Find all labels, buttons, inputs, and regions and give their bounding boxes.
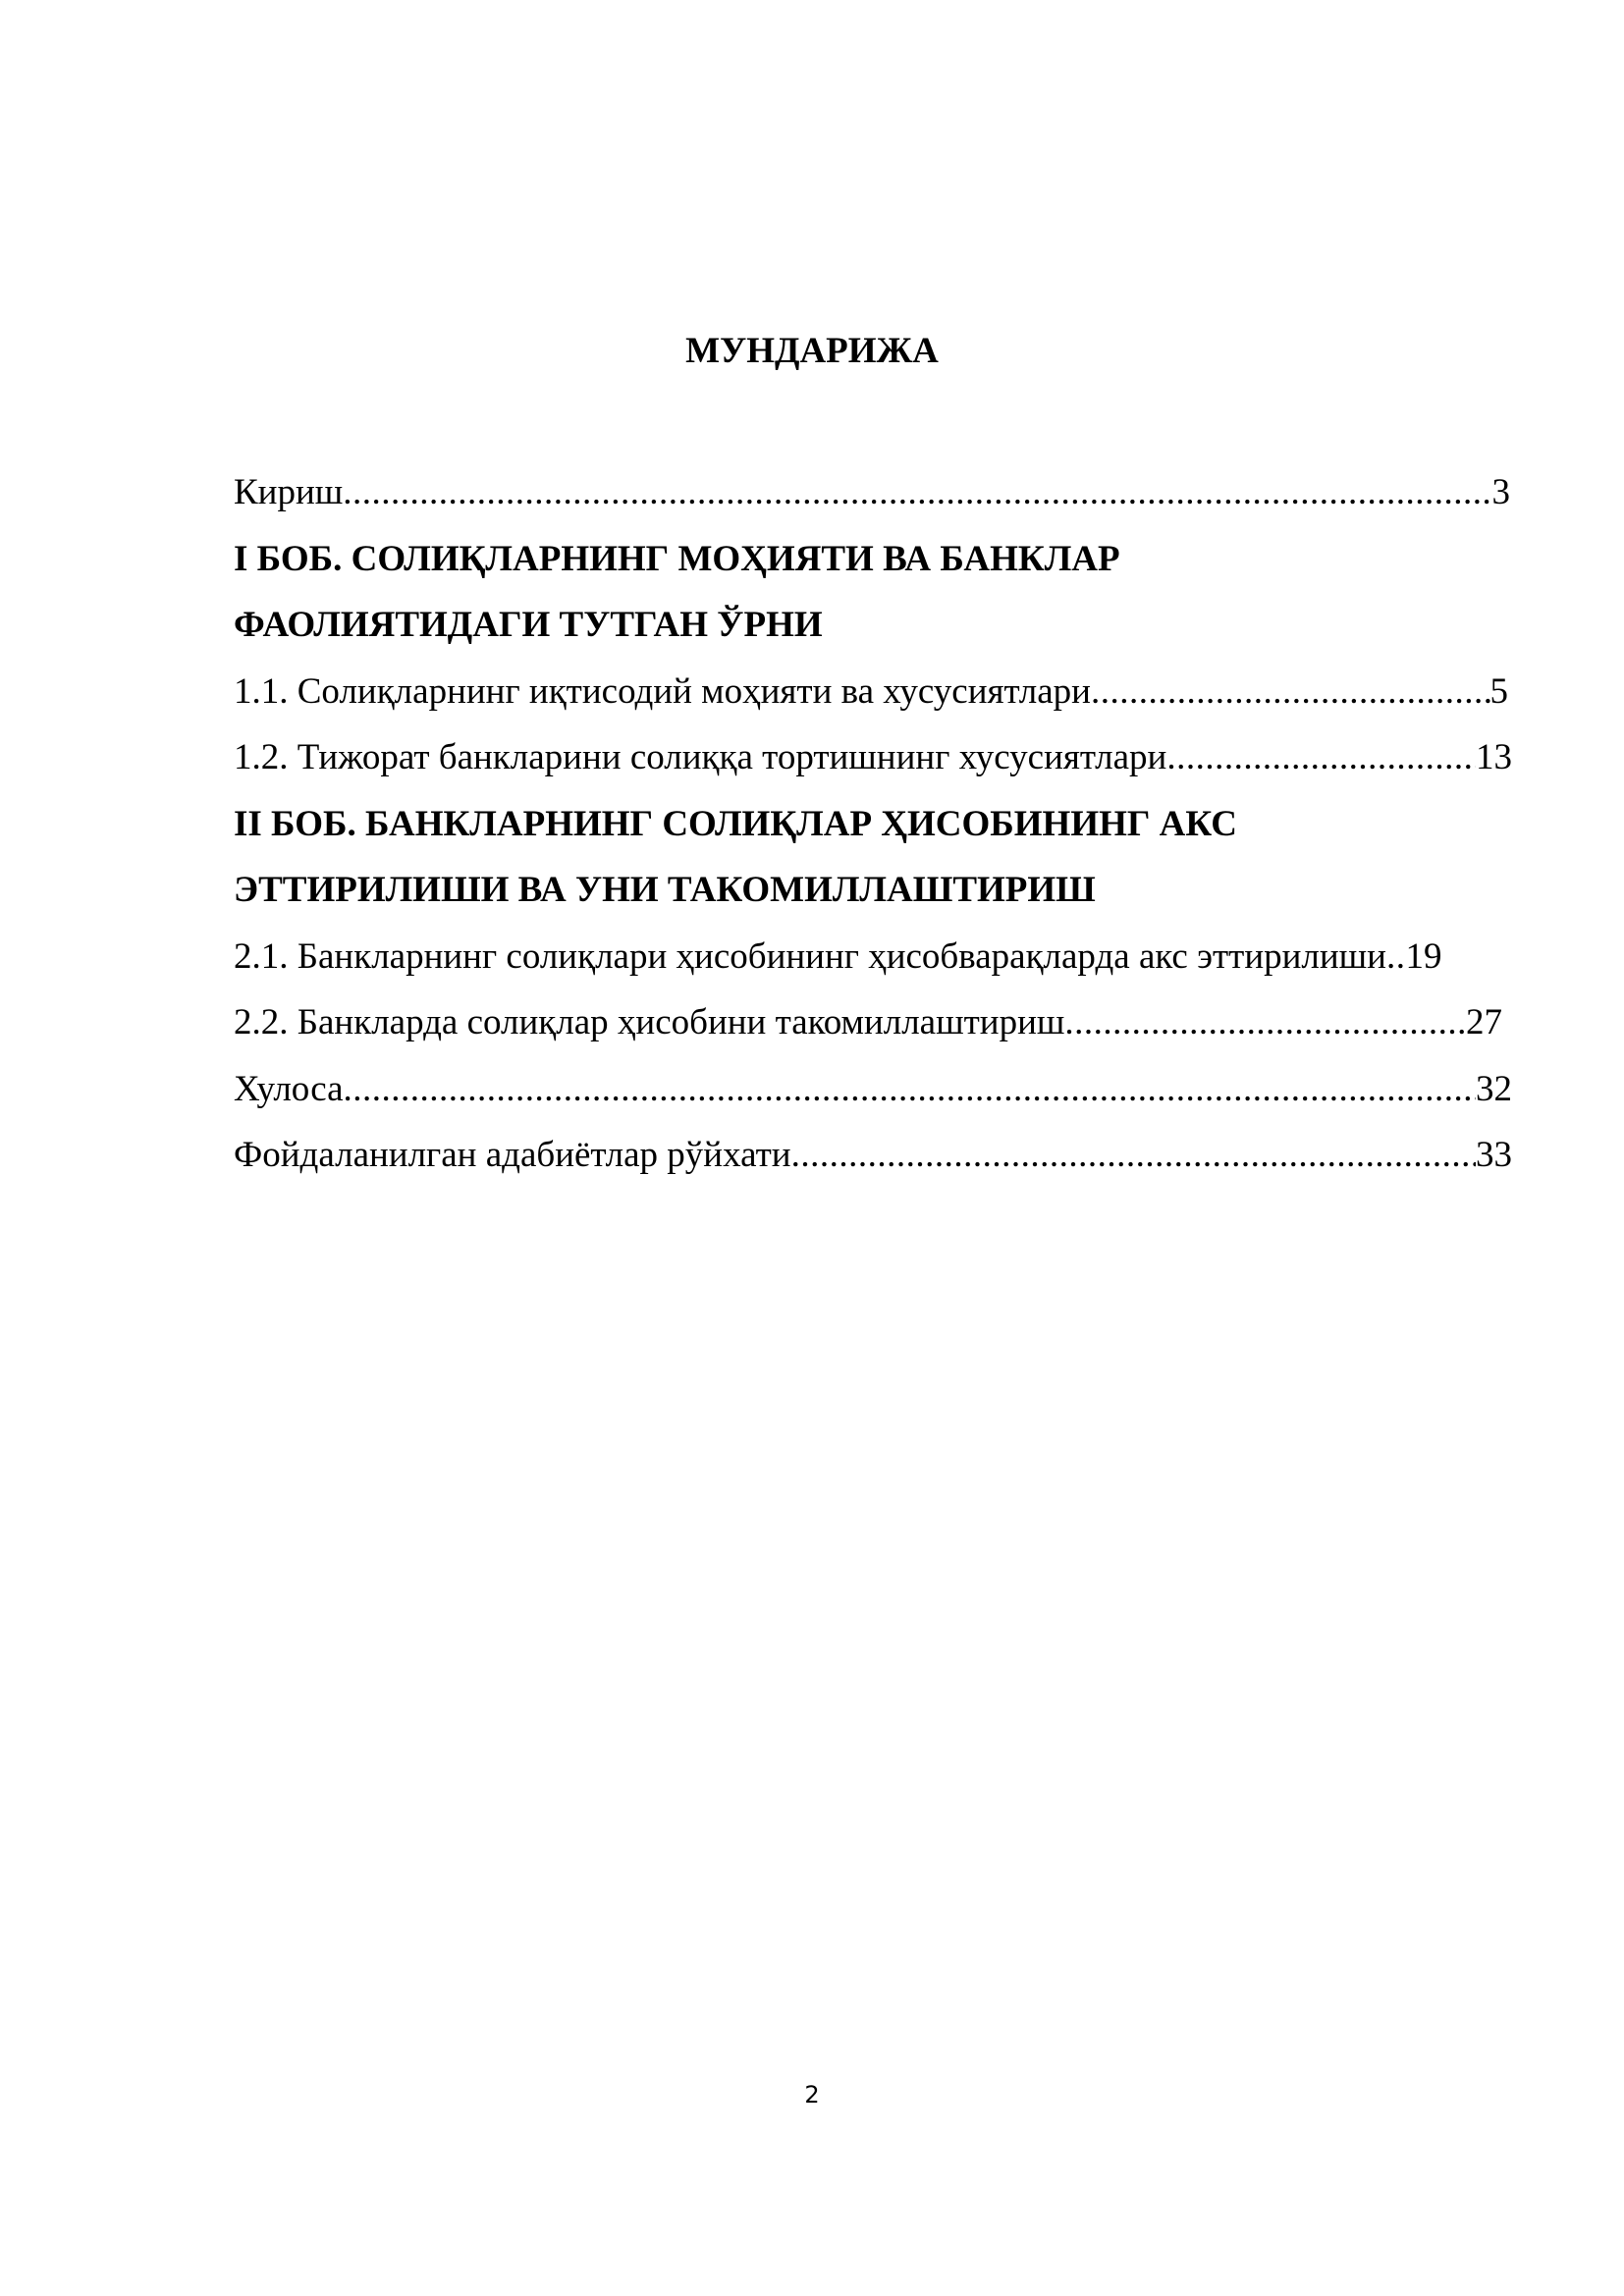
toc-entry-label: Хулоса [234,1068,344,1109]
toc-entry-label: Фойдаланилган адабиётлар рўйхати [234,1135,791,1175]
toc-entry-label: Кириш [234,472,344,512]
chapter-2-heading-line-2[interactable]: ЭТТИРИЛИШИ ВА УНИ ТАКОМИЛЛАШТИРИШ [234,870,1096,910]
toc-page-number: 27 [1466,1002,1502,1042]
dot-leader [344,1056,1476,1123]
toc-entry-section-1-2[interactable] [234,724,1512,791]
chapter-1-heading-line-1[interactable]: І БОБ. СОЛИҚЛАРНИНГ МОҲИЯТИ ВА БАНКЛАР [234,538,1120,579]
dot-leader [1091,659,1490,725]
page-number: 2 [804,2081,820,2109]
dot-leader [1166,724,1476,791]
toc-entry-references[interactable] [234,1122,1512,1189]
toc-page-number: 13 [1476,737,1512,777]
dot-leader [1386,924,1406,990]
toc-entry-section-2-2[interactable] [234,989,1502,1056]
page-title: МУНДАРИЖА [685,331,939,371]
toc-entry-label: 1.1. Солиқларнинг иқтисодий моҳияти ва хусусиятлари [234,670,1091,712]
toc-entry-label: 1.2. Тижорат банкларини солиққа тортишнинг хусусиятлари [234,737,1167,777]
dot-leader [791,1122,1476,1189]
toc-entry-label: 2.2. Банкларда солиқлар ҳисобини такомиллаштириш [234,1002,1065,1042]
toc-page-number: 3 [1491,472,1510,512]
toc-page-number: 19 [1405,935,1442,977]
toc-page-number: 33 [1476,1135,1512,1175]
toc-page-number: 32 [1476,1068,1512,1109]
table-of-contents [234,459,1510,1189]
toc-page-number: 5 [1489,670,1508,712]
chapter-2-heading-line-1[interactable]: II БОБ. БАНКЛАРНИНГ СОЛИҚЛАР ҲИСОБИНИНГ АКС [234,803,1238,844]
toc-entry-conclusion[interactable] [234,1056,1512,1123]
toc-entry-intro[interactable] [234,459,1510,526]
chapter-1-heading-line-2[interactable]: ФАОЛИЯТИДАГИ ТУТГАН ЎРНИ [234,605,823,645]
toc-entry-label: 2.1. Банкларнинг солиқлари ҳисобининг ҳисобварақларда акс эттирилиши [234,935,1386,977]
toc-entry-section-1-1[interactable] [234,659,1508,725]
dot-leader [1064,989,1466,1056]
dot-leader [343,459,1491,526]
toc-entry-section-2-1[interactable] [234,924,1512,990]
